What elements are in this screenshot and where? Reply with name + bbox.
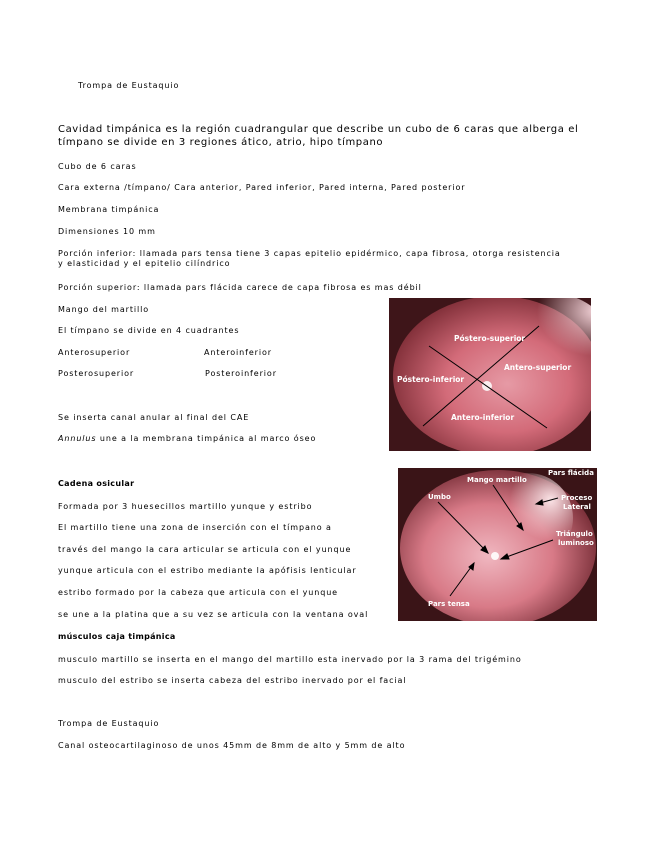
line-formada: Formada por 3 huesecillos martillo yunque y estribo xyxy=(58,502,313,511)
line-inserta: Se inserta canal anular al final del CAE xyxy=(58,413,250,422)
label-luminoso: luminoso xyxy=(558,539,594,547)
quadrant-posteroinferior: Posteroinferior xyxy=(205,369,277,378)
quadrant-anteroinferior: Anteroinferior xyxy=(204,348,272,357)
label-pars-flaccida: Pars flácida xyxy=(548,469,594,477)
line-caras: Cara externa /tímpano/ Cara anterior, Pared inferior, Pared interna, Pared posterior xyxy=(58,183,466,192)
top-heading: Trompa de Eustaquio xyxy=(78,81,180,90)
annulus-term: Annulus xyxy=(58,434,97,443)
label-mango-martillo: Mango martillo xyxy=(467,476,527,484)
line-martillo-2: través del mango la cara articular se articula con el yunque xyxy=(58,545,352,554)
quadrant-posterosuperior: Posterosuperior xyxy=(58,369,135,378)
line-mango: Mango del martillo xyxy=(58,305,150,314)
label-postero-superior: Póstero-superior xyxy=(454,334,526,343)
line-trompa: Trompa de Eustaquio xyxy=(58,719,160,728)
label-triangulo: Triángulo xyxy=(556,530,593,538)
label-umbo: Umbo xyxy=(428,493,451,501)
label-antero-superior: Antero-superior xyxy=(504,363,572,372)
line-yunque: yunque articula con el estribo mediante la apófisis lenticular xyxy=(58,566,357,575)
line-musculo-martillo: musculo martillo se inserta en el mango del martillo esta inervado por la 3 rama del trigémino xyxy=(58,655,522,664)
line-annulus xyxy=(58,434,316,444)
label-postero-inferior: Póstero-inferior xyxy=(397,375,465,384)
intro-paragraph: Cavidad timpánica es la región cuadrangular que describe un cubo de 6 caras que alberga el tímpano se divide en 3 regiones ático, atrio, hipo tímpano xyxy=(58,124,579,148)
line-cuadrantes: El tímpano se divide en 4 cuadrantes xyxy=(58,326,240,335)
line-cubo: Cubo de 6 caras xyxy=(58,162,137,171)
label-pars-tensa: Pars tensa xyxy=(428,600,470,608)
label-antero-inferior: Antero-inferior xyxy=(451,413,515,422)
quadrant-anterosuperior: Anterosuperior xyxy=(58,348,131,357)
line-canal: Canal osteocartilaginoso de unos 45mm de 8mm de alto y 5mm de alto xyxy=(58,741,406,750)
line-porcion-superior: Porción superior: llamada pars flácida carece de capa fibrosa es mas débil xyxy=(58,283,422,292)
tympanic-quadrants-figure xyxy=(389,298,591,451)
annulus-rest: une a la membrana timpánica al marco óseo xyxy=(96,434,317,443)
heading-musculos: músculos caja timpánica xyxy=(58,632,176,641)
line-membrana: Membrana timpánica xyxy=(58,205,160,214)
label-proceso: Proceso xyxy=(561,494,593,502)
line-dimensiones: Dimensiones 10 mm xyxy=(58,227,156,236)
tympanic-landmarks-figure xyxy=(398,468,597,621)
label-lateral: Lateral xyxy=(563,503,591,511)
line-musculo-estribo: musculo del estribo se inserta cabeza del estribo inervado por el facial xyxy=(58,676,407,685)
line-porcion-inferior: Porción inferior: llamada pars tensa tiene 3 capas epitelio epidérmico, capa fibrosa, otorga resistencia y elasticidad y el epitelio cilíndrico xyxy=(58,249,561,268)
heading-cadena-osicular: Cadena osicular xyxy=(58,479,135,488)
line-estribo: estribo formado por la cabeza que articula con el yunque xyxy=(58,588,338,597)
line-platina: se une a la platina que a su vez se articula con la ventana oval xyxy=(58,610,369,619)
line-martillo-1: El martillo tiene una zona de inserción con el tímpano a xyxy=(58,523,332,532)
